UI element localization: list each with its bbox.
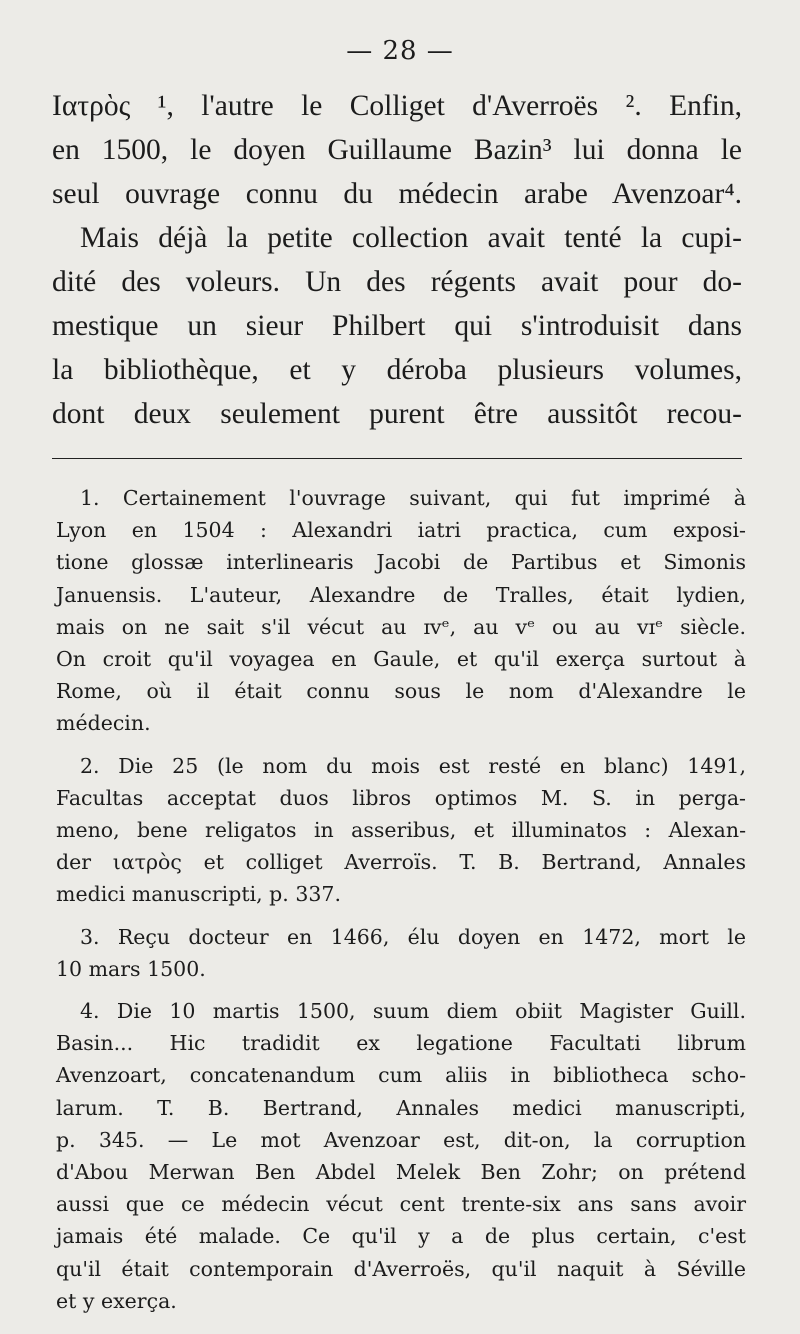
footnote-line: On croit qu'il voyagea en Gaule, et qu'il exerça surtout à: [56, 647, 746, 672]
footnote-line: 10 mars 1500.: [56, 956, 206, 981]
footnote-line: jamais été malade. Ce qu'il y a de plus certain, c'est: [56, 1224, 746, 1249]
footnote-line: Rome, où il était connu sous le nom d'Alexandre le: [56, 679, 746, 704]
footnote-line: médecin.: [56, 711, 151, 736]
footnote-line: Basin... Hic tradidit ex legatione Facultati librum: [56, 1031, 746, 1056]
footnote-line: d'Abou Merwan Ben Abdel Melek Ben Zohr; on prétend: [56, 1160, 746, 1185]
body-line: dité des voleurs. Un des régents avait pour do-: [52, 266, 742, 298]
body-line: en 1500, le doyen Guillaume Bazin³ lui donna le: [52, 134, 742, 166]
page-number: — 28 —: [346, 36, 454, 66]
footnotes: [56, 482, 746, 1317]
footnote-line: 3. Reçu docteur en 1466, élu doyen en 1472, mort le: [80, 924, 746, 949]
body-line: mestique un sieur Philbert qui s'introduisit dans: [52, 310, 742, 342]
footnote-line: 2. Die 25 (le nom du mois est resté en blanc) 1491,: [80, 753, 746, 778]
body-line: Ιατρὸς ¹, l'autre le Colliget d'Averroës ². Enfin,: [52, 90, 742, 122]
footnote-line: medici manuscripti, p. 337.: [56, 882, 341, 907]
footnote-line: Lyon en 1504 : Alexandri iatri practica, cum exposi-: [56, 518, 746, 543]
footnote-line: der ιατρὸς et colliget Averroïs. T. B. Bertrand, Annales: [56, 850, 746, 875]
footnote-line: 1. Certainement l'ouvrage suivant, qui fut imprimé à: [80, 486, 746, 510]
footnote-line: qu'il était contemporain d'Averroës, qu'il naquit à Séville: [56, 1256, 746, 1281]
footnote-line: larum. T. B. Bertrand, Annales medici manuscripti,: [56, 1095, 746, 1120]
footnote-3: [56, 921, 746, 985]
footnote-line: meno, bene religatos in asseribus, et illuminatos : Alexan-: [56, 818, 746, 843]
body-line: Mais déjà la petite collection avait tenté la cupi-: [80, 222, 742, 254]
footnote-4: [56, 995, 746, 1317]
footnote-line: 4. Die 10 martis 1500, suum diem obiit Magister Guill.: [80, 999, 746, 1024]
body-line: seul ouvrage connu du médecin arabe Avenzoar⁴.: [52, 178, 742, 210]
main-text: [52, 84, 742, 436]
footnote-line: mais on ne sait s'il vécut au ɪᴠᵉ, au ᴠᵉ ou au ᴠɪᵉ siècle.: [56, 614, 746, 639]
footnote-line: Facultas acceptat duos libros optimos M. S. in perga-: [56, 785, 746, 810]
footnote-1: [56, 482, 746, 740]
footnote-divider: [52, 458, 742, 459]
footnote-line: Januensis. L'auteur, Alexandre de Tralles, était lydien,: [56, 582, 746, 607]
footnote-line: et y exerça.: [56, 1288, 177, 1313]
footnote-2: [56, 750, 746, 911]
footnote-line: aussi que ce médecin vécut cent trente-six ans sans avoir: [56, 1192, 746, 1217]
footnote-line: Avenzoart, concatenandum cum aliis in bibliotheca scho-: [56, 1063, 746, 1088]
footnote-line: p. 345. — Le mot Avenzoar est, dit-on, la corruption: [56, 1127, 746, 1152]
body-line: la bibliothèque, et y déroba plusieurs volumes,: [52, 354, 742, 386]
body-line: dont deux seulement purent être aussitôt recou-: [52, 398, 742, 430]
footnote-line: tione glossæ interlinearis Jacobi de Partibus et Simonis: [56, 550, 746, 575]
